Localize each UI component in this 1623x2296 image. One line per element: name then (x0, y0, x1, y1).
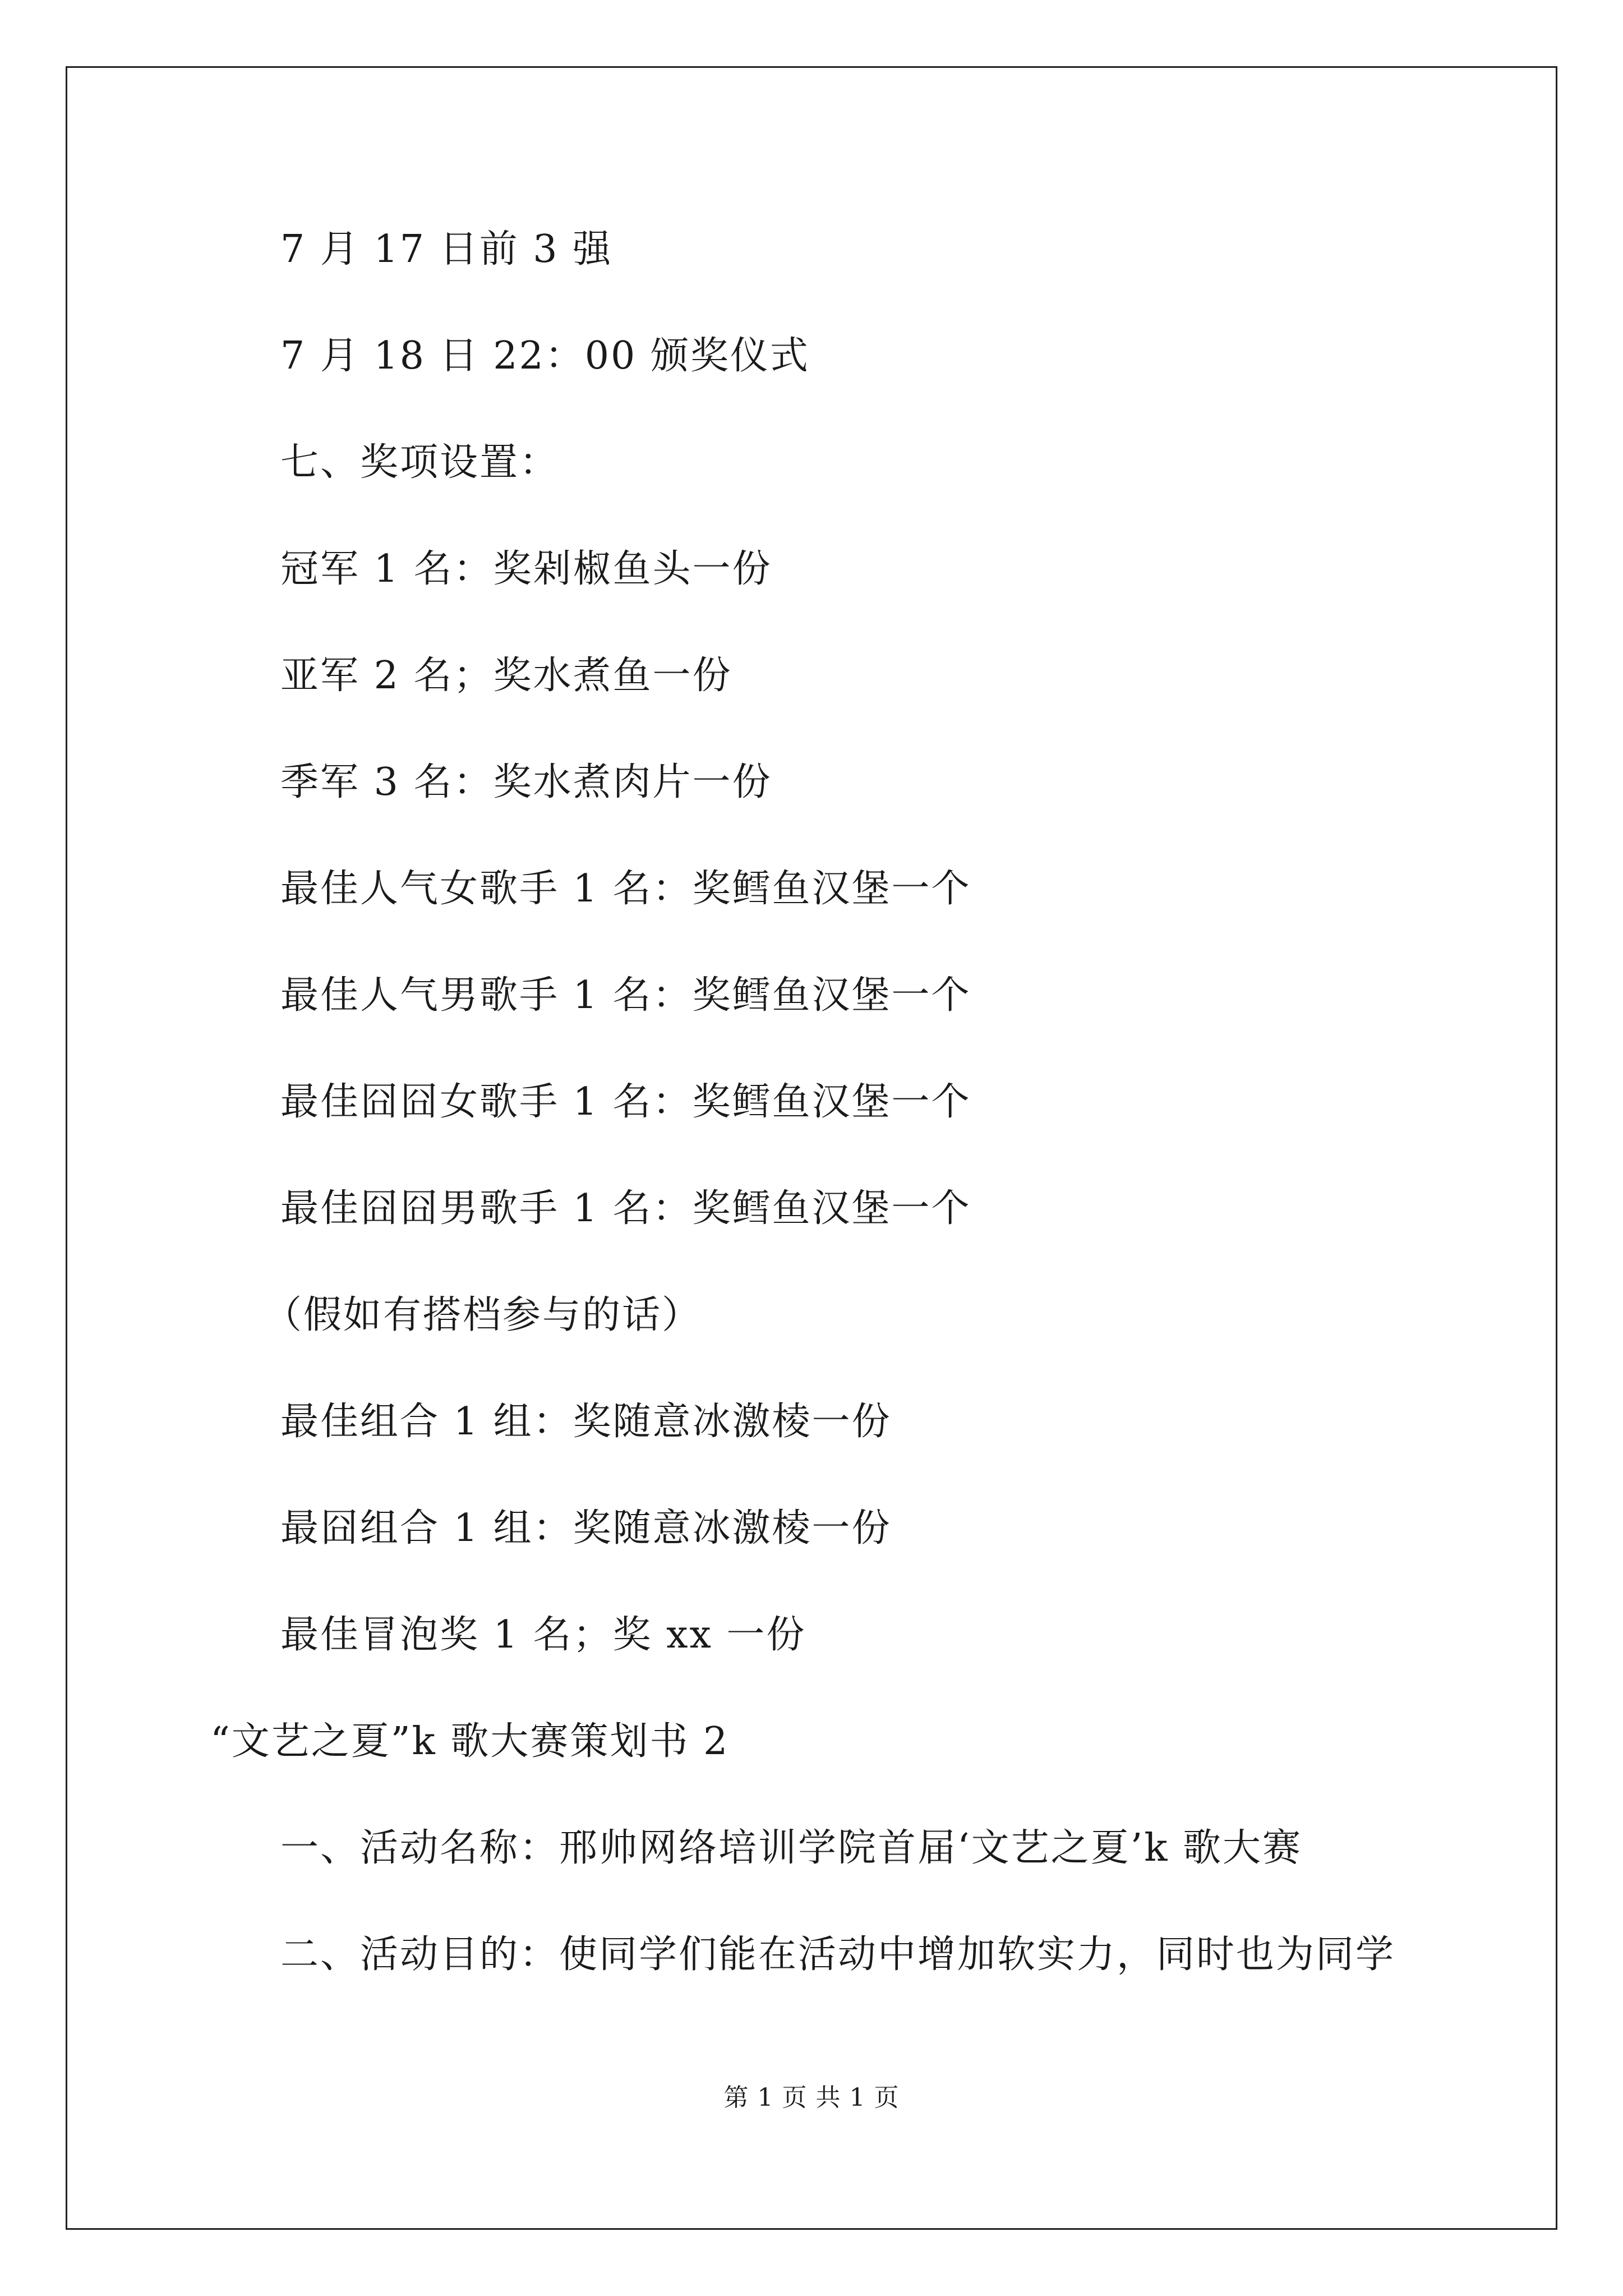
text-line: （假如有搭档参与的话） (264, 1293, 702, 1337)
text-line: 最佳冒泡奖 1 名；奖 xx 一份 (280, 1613, 806, 1657)
text-line: 冠军 1 名：奖剁椒鱼头一份 (280, 547, 772, 591)
text-line: 最佳囧囧女歌手 1 名：奖鳕鱼汉堡一个 (280, 1080, 971, 1124)
text-line: 一、活动名称：邢帅网络培训学院首届‘文艺之夏’k 歌大赛 (280, 1826, 1303, 1870)
text-line: 季军 3 名：奖水煮肉片一份 (280, 760, 772, 804)
text-line: 最佳人气男歌手 1 名：奖鳕鱼汉堡一个 (280, 973, 971, 1018)
text-line: 最佳人气女歌手 1 名：奖鳕鱼汉堡一个 (280, 867, 971, 911)
text-line: 最囧组合 1 组：奖随意冰激棱一份 (280, 1506, 892, 1550)
document-title: “文艺之夏”k 歌大赛策划书 2 (210, 1719, 730, 1764)
text-line: 7 月 18 日 22：00 颁奖仪式 (280, 334, 810, 378)
page-footer: 第 1 页 共 1 页 (723, 2083, 900, 2112)
text-line: 亚军 2 名；奖水煮鱼一份 (280, 654, 732, 698)
text-line: 二、活动目的：使同学们能在活动中增加软实力，同时也为同学 (280, 1932, 1396, 1977)
text-line: 最佳组合 1 组：奖随意冰激棱一份 (280, 1400, 892, 1444)
text-line: 最佳囧囧男歌手 1 名：奖鳕鱼汉堡一个 (280, 1186, 971, 1231)
page-border (66, 66, 1557, 2230)
section-heading: 七、奖项设置： (280, 440, 560, 485)
text-line: 7 月 17 日前 3 强 (280, 227, 613, 272)
